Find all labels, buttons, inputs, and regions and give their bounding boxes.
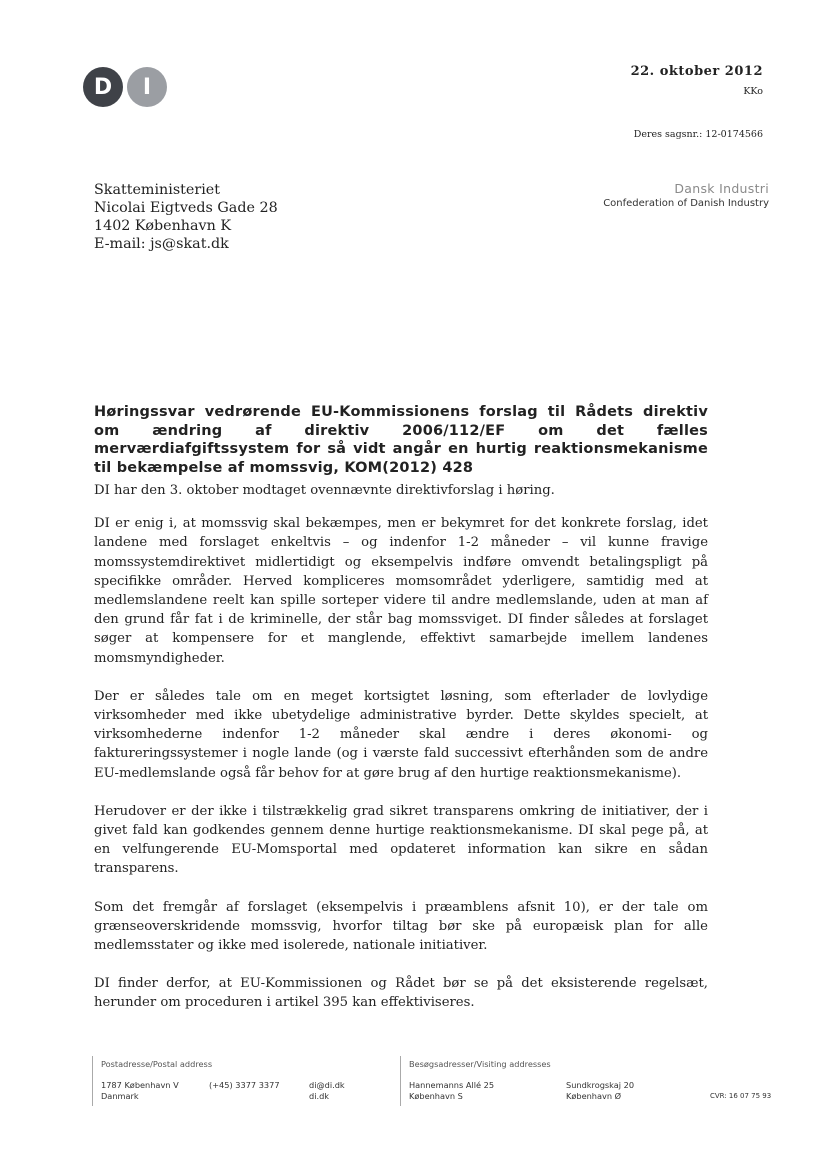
body-paragraph: DI finder derfor, at EU-Kommissionen og Rådet bør se på det eksisterende regelsæt, herunder om proceduren i artikel 395 kan effektiviseres. (94, 976, 708, 1011)
sender-subtitle: Confederation of Danish Industry (603, 198, 769, 209)
footer-postal (92, 1056, 401, 1106)
body-paragraph: Som det fremgår af forslaget (eksempelvis i præamblens afsnit 10), er der tale om grænseoverskridende momssvig, hvorfor tiltag bør ske på europæisk plan for alle medlemsstater og ikke med isolerede, nationale initiativer. (94, 899, 708, 954)
recipient-line: Nicolai Eigtveds Gade 28 (94, 200, 278, 216)
footer-addr2-street: Sundkrogskaj 20 (566, 1080, 635, 1090)
footer-postal-country: Danmark (101, 1091, 139, 1101)
footer-addr1-street: Hannemanns Allé 25 (409, 1080, 495, 1090)
body-paragraph: DI er enig i, at momssvig skal bekæmpes, men er bekymret for det konkrete forslag, idet landene med forslaget enkeltvis – og indenfor 1-2 måneder – vil kunne fravige momssystemdirektivet midlertidigt og eksempelvis indføre omvendt betalingspligt på specifikke områder. Herved kompliceres momsområdet yderligere, samtidig med at medlemslandene reelt kan spille sorteper videre til andre medlemslande, uden at man af den grund får fat i de kriminelle, der står bag momssviget. DI finder således at forslaget søger at kompensere for et manglende, effektivt samarbejde imellem landenes momsmyndigheder. (94, 516, 708, 666)
footer-postal-city: 1787 København V (101, 1080, 179, 1090)
footer-postal-heading: Postadresse/Postal address (101, 1059, 213, 1069)
recipient-line: 1402 København K (94, 218, 232, 234)
footer-cvr: CVR: 16 07 75 93 (710, 1092, 772, 1100)
body-paragraph: Herudover er der ikke i tilstrækkelig grad sikret transparens omkring de initiativer, der i givet fald kan godkendes gennem denne hurtige reaktionsmekanisme. DI skal pege på, at en velfungerende EU-Momsportal med opdateret information kan sikre en sådan transparens. (94, 803, 708, 877)
recipient-address (94, 181, 278, 253)
di-logo (83, 67, 171, 107)
letter-subject: Høringssvar vedrørende EU-Kommissionens forslag til Rådets direktiv om ændring af direktiv 2006/112/EF om det fælles merværdiafgiftssystem for så vidt angår en hurtig reaktionsmekanisme til bekæmpelse af momssvig, KOM(2012) 428 (94, 404, 708, 476)
logo-d-circle: D (83, 67, 123, 107)
case-reference: Deres sagsnr.: 12-0174566 (633, 129, 763, 140)
footer-email: di@di.dk (309, 1080, 345, 1090)
footer-phone: (+45) 3377 3377 (209, 1080, 280, 1090)
author-initials: KKo (743, 86, 763, 97)
logo-i-circle: I (127, 67, 167, 107)
body-paragraph: DI har den 3. oktober modtaget ovennævnte direktivforslag i høring. (94, 483, 555, 498)
footer-addr2-city: København Ø (566, 1091, 622, 1101)
footer-visiting-heading: Besøgsadresser/Visiting addresses (409, 1059, 551, 1069)
recipient-line: Skatteministeriet (94, 182, 220, 198)
sender-name: Dansk Industri (674, 181, 769, 196)
footer-addr1-city: København S (409, 1091, 463, 1101)
footer-visiting (400, 1056, 709, 1106)
recipient-email: E-mail: js@skat.dk (94, 236, 229, 252)
footer-web: di.dk (309, 1091, 330, 1101)
letter-body (94, 481, 708, 1032)
body-paragraph: Der er således tale om en meget kortsigtet løsning, som efterlader de lovlydige virksomheder med ikke ubetydelige administrative byrder. Dette skyldes specielt, at virksomhederne indenfor 1-2 måneder skal ændre i deres økonomi- og faktureringssystemer i nogle lande (og i værste fald successivt efterhånden som de andre EU-medlemslande også får behov for at gøre brug af den hurtige reaktionsmekanisme). (94, 688, 708, 781)
letter-date: 22. oktober 2012 (630, 64, 763, 79)
sender-block (603, 181, 769, 211)
